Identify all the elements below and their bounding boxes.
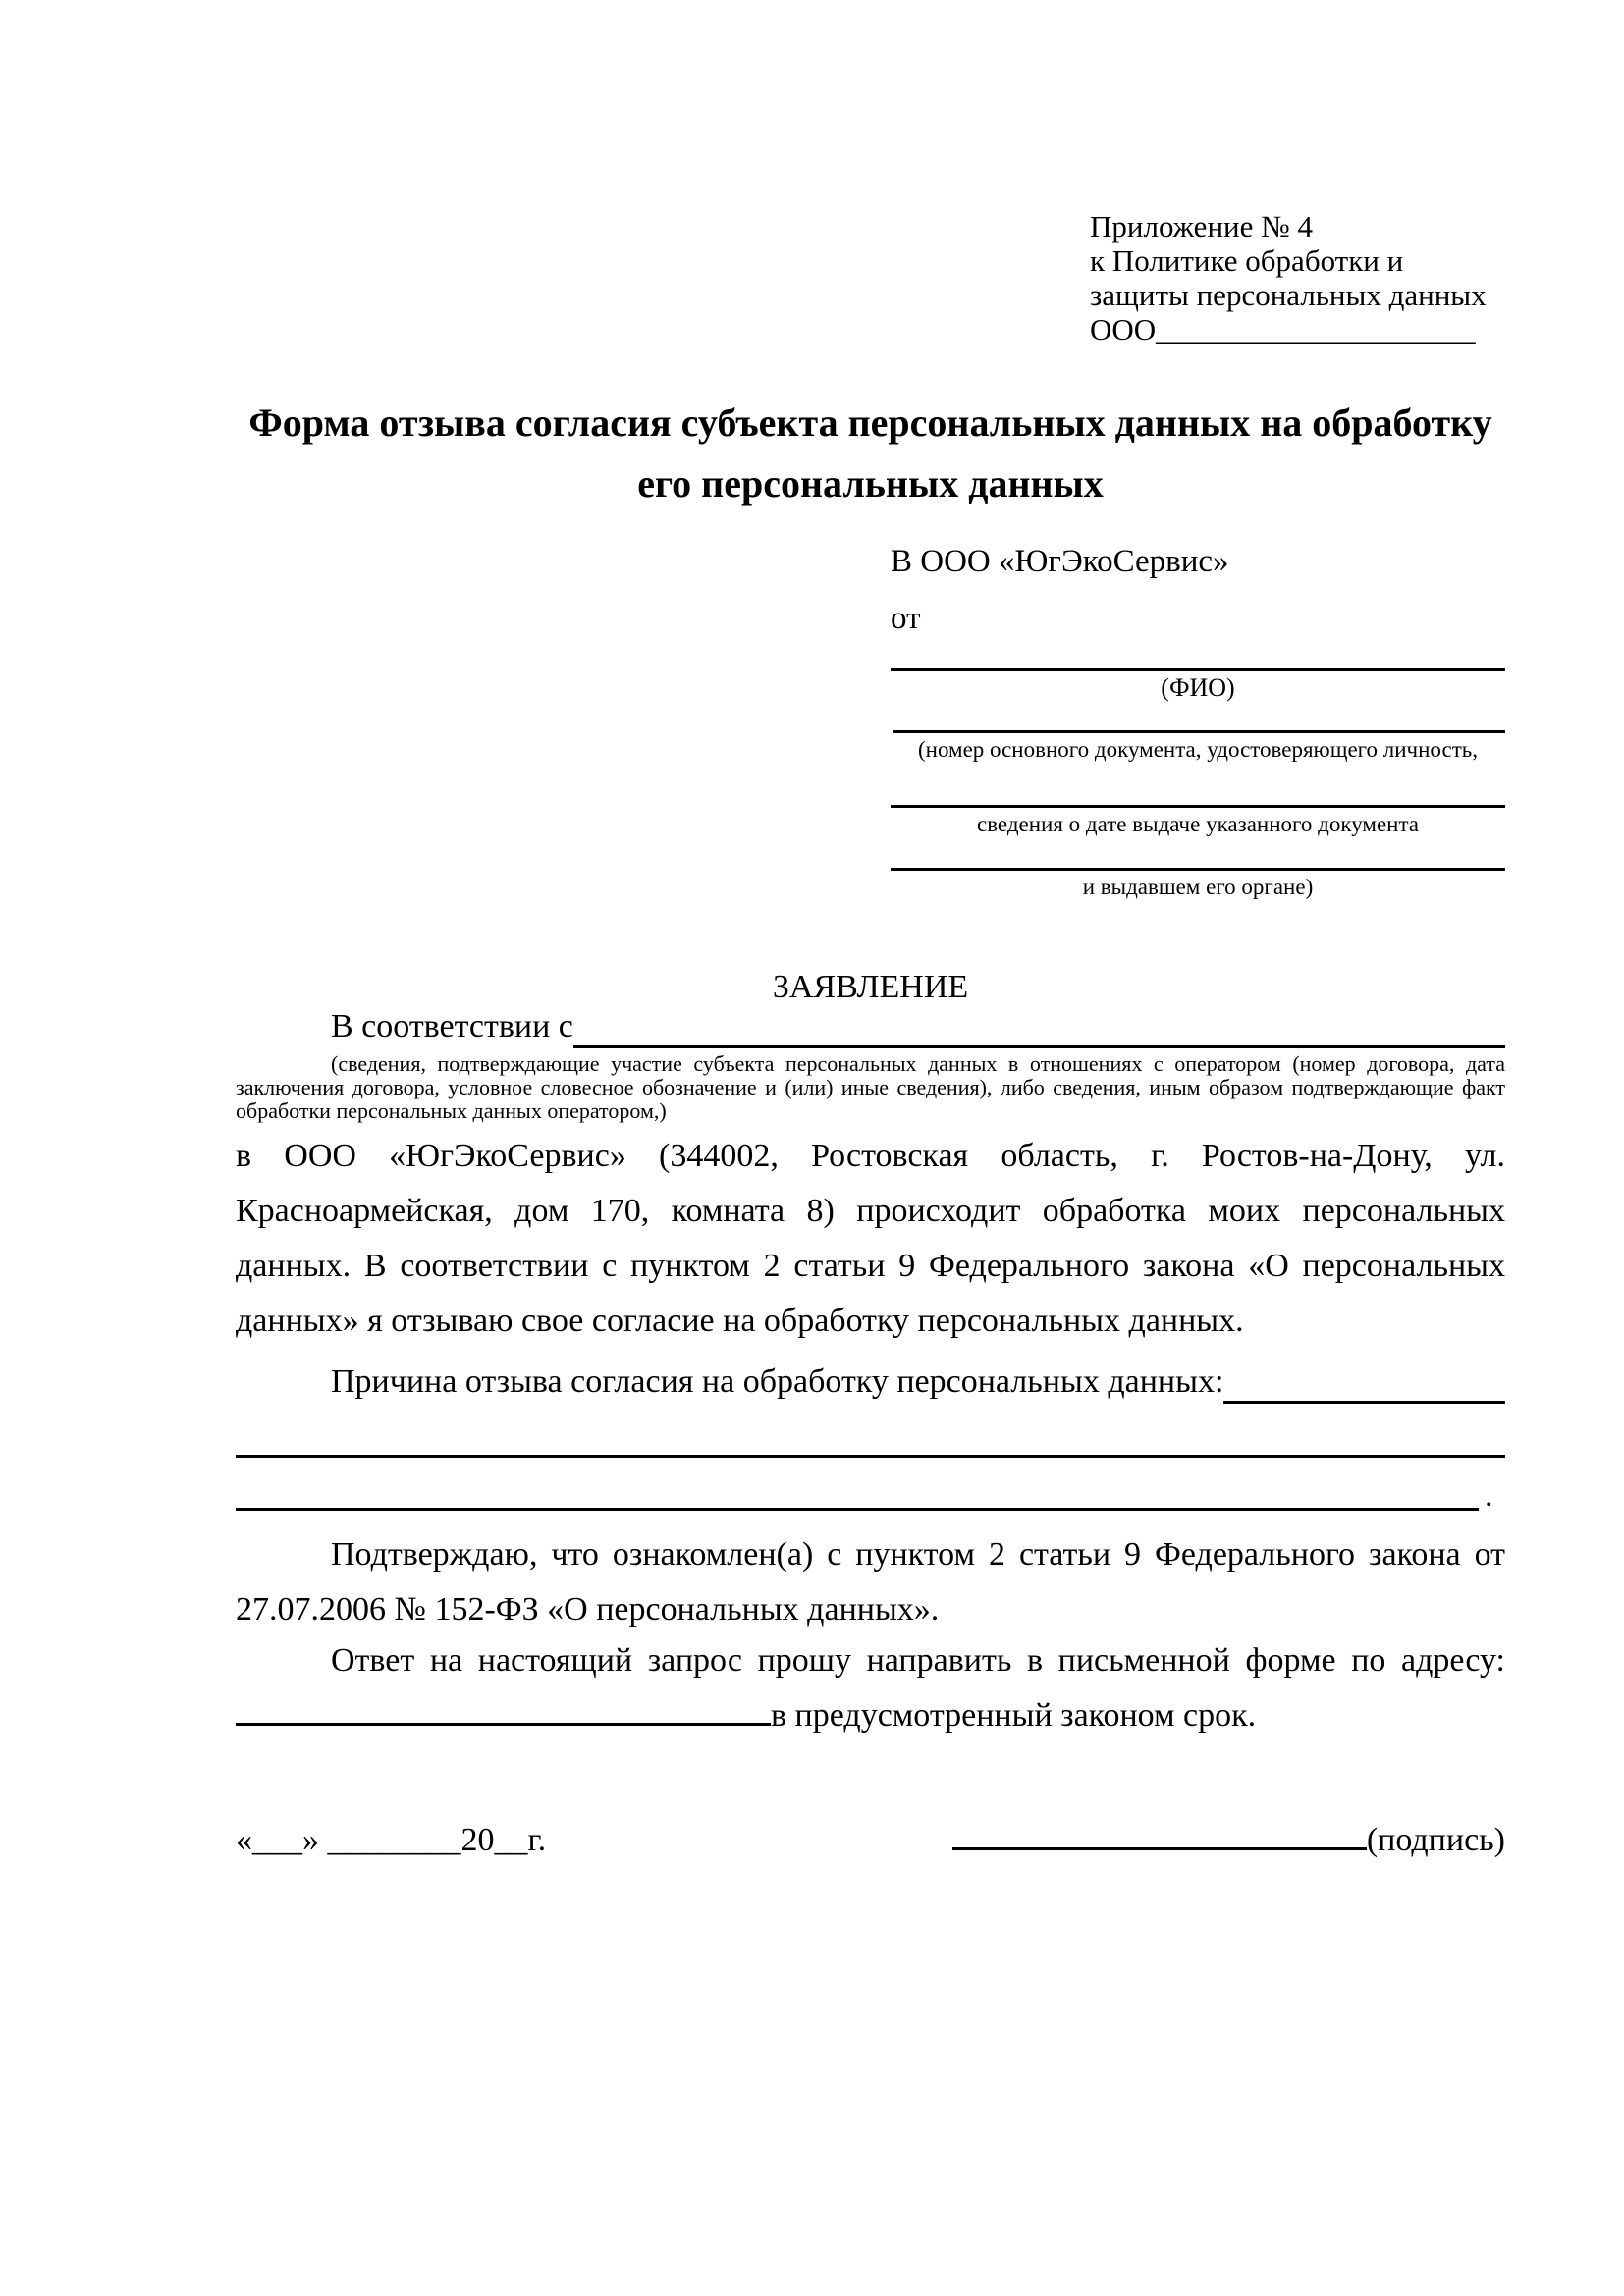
document-number-caption: (номер основного документа, удостоверяющего личность, [917, 737, 1478, 762]
annex-line-3: защиты персональных данных [1090, 278, 1487, 312]
reason-line [236, 1361, 1505, 1404]
signature-caption: (подпись) [1366, 1822, 1505, 1858]
date-blank-line: «___» ________20__г. [236, 1822, 547, 1858]
confirmation-paragraph: Подтверждаю, что ознакомлен(а) с пунктом 2 статьи 9 Федерального закона от 27.07.2006 № 152-ФЗ «О персональных данных». [236, 1536, 1505, 1628]
recipient-line: В ООО «ЮгЭкоСервис» [891, 544, 1229, 579]
document-number-blank-line [893, 730, 1505, 733]
annex-line-1: Приложение № 4 [1090, 209, 1313, 243]
annex-line-2: к Политике обработки и [1090, 243, 1404, 278]
reason-blank-line-1 [1223, 1362, 1505, 1404]
footnote-text: (сведения, подтверждающие участие субъекта персональных данных в отношениях с оператором (номер договора, дата заключения договора, условное словесное обозначение и (или) иные сведения), либо сведения, иным образом подтверждающие факт обработки персональных данных оператором,) [236, 1051, 1505, 1123]
basis-blank-line [573, 1006, 1505, 1048]
document-title-line-1: Форма отзыва согласия субъекта персональных данных на обработку [248, 400, 1492, 445]
address-blank-line [236, 1715, 771, 1726]
issuing-authority-blank-line [891, 868, 1505, 871]
annex-line-4: ООО_____________________ [1090, 312, 1476, 347]
annex-note [1090, 209, 1502, 347]
issuing-authority-caption: и выдавшем его органе) [1082, 875, 1314, 899]
opening-line [236, 1005, 1505, 1048]
reason-period: . [1485, 1477, 1493, 1514]
document-title-line-2: его персональных данных [637, 461, 1104, 506]
document-title [236, 393, 1505, 514]
from-label: от [891, 601, 921, 636]
issue-date-blank-line [891, 805, 1505, 808]
body-paragraph: в ООО «ЮгЭкоСервис» (344002, Ростовская область, г. Ростов-на-Дону, ул. Красноармейская, дом 170, комната 8) происходит обработка моих персональных данных. В соответствии с пунктом 2 статьи 9 Федерального закона «О персональных данных» я отзываю свое согласие на обработку персональных данных. [236, 1138, 1505, 1339]
reason-lead: Причина отзыва согласия на обработку персональных данных: [331, 1363, 1224, 1400]
signature-area [952, 1821, 1505, 1860]
answer-paragraph [236, 1633, 1505, 1743]
reason-blank-line-2 [236, 1455, 1505, 1458]
reason-blank-line-3 [236, 1508, 1479, 1511]
fio-caption: (ФИО) [1161, 673, 1235, 702]
footer-row [236, 1821, 1505, 1860]
opening-lead: В соответствии с [331, 1008, 573, 1044]
answer-lead: Ответ на настоящий запрос прошу направить в письменной форме по адресу: [331, 1642, 1505, 1679]
signature-blank-line [952, 1840, 1367, 1850]
statement-heading: ЗАЯВЛЕНИЕ [772, 969, 969, 1005]
answer-tail: в предусмотренный законом срок. [771, 1697, 1257, 1734]
fio-blank-line [891, 668, 1505, 671]
issue-date-caption: сведения о дате выдаче указанного документа [976, 812, 1420, 836]
